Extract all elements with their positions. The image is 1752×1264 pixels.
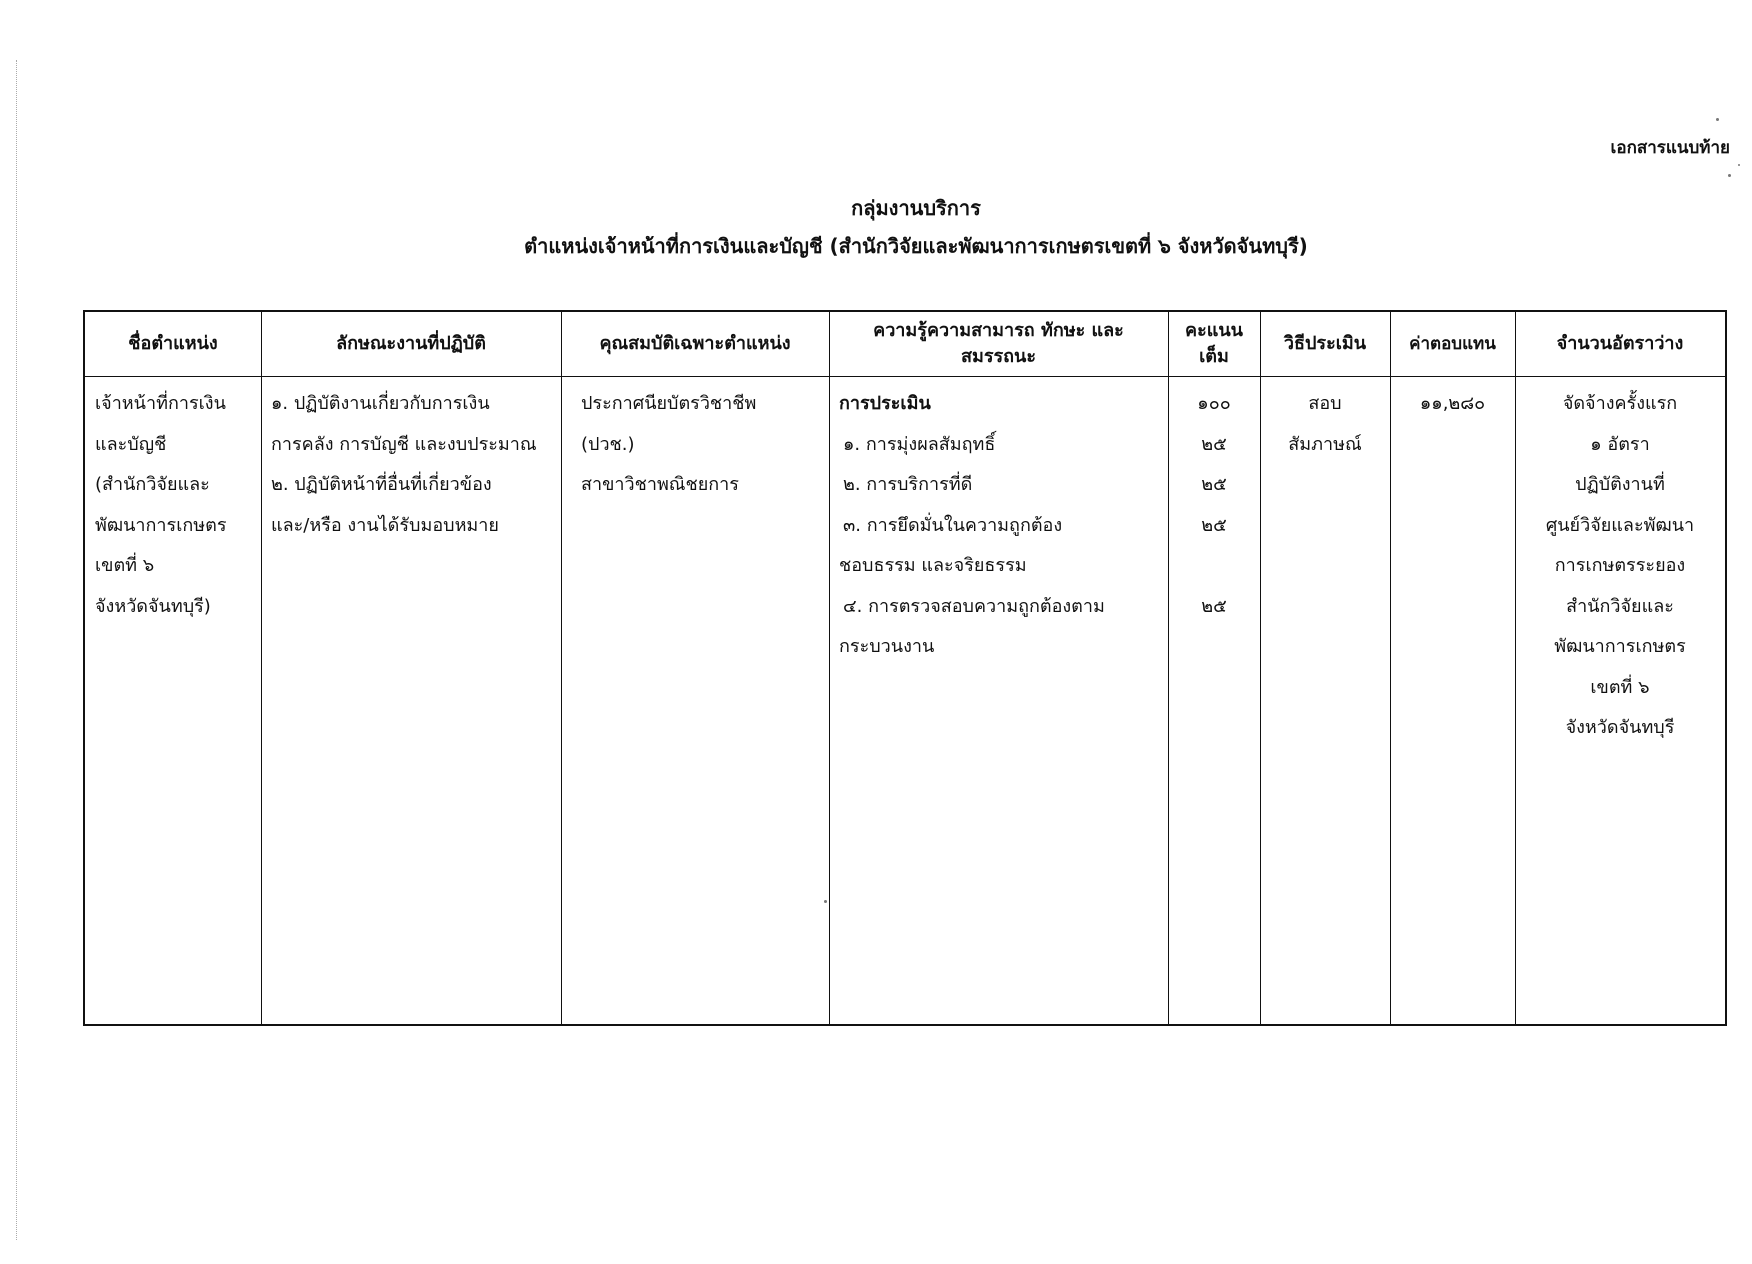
cell-line: ปฏิบัติงานที่ <box>1575 474 1665 495</box>
scan-edge-mark <box>16 60 17 1240</box>
position-title: ตำแหน่งเจ้าหน้าที่การเงินและบัญชี (สำนักวิจัยและพัฒนาการเกษตรเขตที่ ๖ จังหวัดจันทบุรี) <box>524 234 1308 258</box>
score-value: ๒๕ <box>1201 474 1227 495</box>
cell-line: จังหวัดจันทบุรี <box>1565 717 1675 738</box>
header-label: สมรรถนะ <box>960 346 1037 367</box>
cell-line: สำนักวิจัยและ <box>1566 595 1674 617</box>
cell-line: พัฒนาการเกษตร <box>95 514 227 536</box>
cell-line: (สำนักวิจัยและ <box>95 474 210 495</box>
cell-full-score <box>1168 384 1260 627</box>
header-competency <box>829 312 1168 376</box>
cell-line: ศูนย์วิจัยและพัฒนา <box>1545 514 1695 536</box>
cell-line: เขตที่ ๖ <box>1590 676 1650 698</box>
header-qualifications <box>561 312 829 376</box>
cell-line: และ/หรือ งานได้รับมอบหมาย <box>271 514 499 536</box>
cell-line: สาขาวิชาพณิชยการ <box>581 474 739 495</box>
cell-vacancies <box>1515 384 1725 749</box>
header-label: คุณสมบัติเฉพาะตำแหน่ง <box>599 333 791 354</box>
header-divider <box>85 376 1725 377</box>
competency-item: ๒. การบริการที่ดี <box>843 474 973 495</box>
cell-line: การเกษตรระยอง <box>1554 555 1686 576</box>
competency-item: ๑. การมุ่งผลสัมฤทธิ์ <box>843 433 996 455</box>
cell-compensation <box>1390 384 1515 425</box>
scan-speck <box>1738 164 1740 166</box>
cell-line: พัฒนาการเกษตร <box>1554 636 1686 657</box>
group-title: กลุ่มงานบริการ <box>851 196 981 220</box>
scan-speck <box>1716 118 1719 121</box>
cell-line: ๒. ปฏิบัติหน้าที่อื่นที่เกี่ยวข้อง <box>271 474 492 495</box>
header-label: ความรู้ความสามารถ ทักษะ และ <box>873 320 1124 341</box>
competency-item: กระบวนงาน <box>839 636 935 657</box>
header-label: จำนวนอัตราว่าง <box>1556 333 1684 354</box>
header-label: เต็ม <box>1199 346 1229 367</box>
scan-speck <box>1728 174 1731 177</box>
header-label: ชื่อตำแหน่ง <box>128 333 218 354</box>
cell-line: ประกาศนียบัตรวิชาชีพ <box>581 393 757 414</box>
attachment-label: เอกสารแนบท้าย <box>1610 138 1730 158</box>
header-label: ลักษณะงานที่ปฏิบัติ <box>336 333 486 354</box>
cell-line: เขตที่ ๖ <box>95 555 155 576</box>
cell-line: จังหวัดจันทบุรี) <box>95 595 211 617</box>
cell-position-name <box>95 384 259 627</box>
column-divider <box>829 312 830 1024</box>
score-value: ๒๕ <box>1201 595 1227 617</box>
score-value: ๑๐๐ <box>1197 393 1231 414</box>
header-job-nature <box>261 312 561 376</box>
cell-competency <box>839 384 1166 668</box>
cell-line: จัดจ้างครั้งแรก <box>1562 393 1678 414</box>
cell-line: การคลัง การบัญชี และงบประมาณ <box>271 433 537 455</box>
cell-qualifications <box>581 384 827 506</box>
column-divider <box>561 312 562 1024</box>
competency-item: ๓. การยึดมั่นในความถูกต้อง <box>843 514 1063 536</box>
competency-item: ชอบธรรม และจริยธรรม <box>839 555 1027 576</box>
header-position-name <box>85 312 261 376</box>
header-label: ค่าตอบแทน <box>1409 334 1496 354</box>
header-label: คะแนน <box>1185 320 1243 341</box>
cell-line: เจ้าหน้าที่การเงิน <box>95 393 226 414</box>
score-value: ๒๕ <box>1201 433 1227 455</box>
competency-heading: การประเมิน <box>839 393 931 414</box>
cell-method <box>1260 384 1390 465</box>
header-method <box>1260 312 1390 376</box>
cell-line: ๑ อัตรา <box>1590 433 1650 455</box>
cell-job-nature <box>271 384 559 546</box>
cell-line: และบัญชี <box>95 433 167 455</box>
score-spacer <box>1168 546 1260 587</box>
compensation-value: ๑๑,๒๘๐ <box>1419 393 1486 414</box>
cell-line: สัมภาษณ์ <box>1288 433 1362 455</box>
cell-line: (ปวช.) <box>581 433 635 455</box>
header-compensation <box>1390 312 1515 376</box>
cell-line: สอบ <box>1308 393 1342 414</box>
column-divider <box>261 312 262 1024</box>
score-value: ๒๕ <box>1201 514 1227 536</box>
position-table <box>83 310 1727 1026</box>
cell-line: ๑. ปฏิบัติงานเกี่ยวกับการเงิน <box>271 393 490 414</box>
header-full-score <box>1168 312 1260 376</box>
header-vacancies <box>1515 312 1725 376</box>
competency-item: ๔. การตรวจสอบความถูกต้องตาม <box>843 595 1105 617</box>
header-label: วิธีประเมิน <box>1283 333 1367 354</box>
